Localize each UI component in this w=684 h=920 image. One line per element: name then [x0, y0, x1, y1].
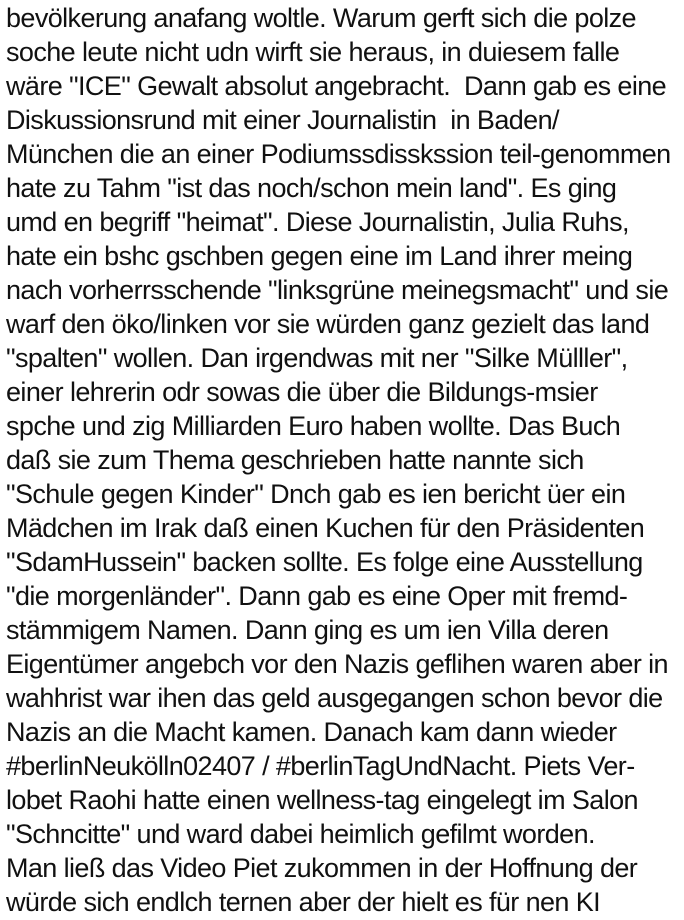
text-line: Diskussionsrund mit einer Journalistin in Baden/	[6, 105, 559, 135]
text-line: #berlinNeukölln02407 / #berlinTagUndNacht. Piets Ver-	[6, 751, 635, 781]
text-line: Nazis an die Macht kamen. Danach kam dann wieder	[6, 717, 617, 747]
text-line: spche und zig Milliarden Euro haben wollte. Das Buch	[6, 411, 621, 441]
text-line: lobet Raohi hatte einen wellness-tag eingelegt im Salon	[6, 785, 638, 815]
text-line: hate ein bshc gschben gegen eine im Land ihrer meing	[6, 241, 633, 271]
text-line: würde sich endlch ternen aber der hielt es für nen KI	[6, 887, 601, 917]
text-line: wäre "ICE" Gewalt absolut angebracht. Dann gab es eine	[6, 71, 667, 101]
text-line: "Schule gegen Kinder" Dnch gab es ien bericht üer ein	[6, 479, 626, 509]
text-line: einer lehrerin odr sowas die über die Bildungs-msier	[6, 377, 598, 407]
text-line: wahhrist war ihen das geld ausgegangen schon bevor die	[6, 683, 663, 713]
text-line: "Schncitte" und ward dabei heimlich gefilmt worden.	[6, 819, 595, 849]
text-line: München die an einer Podiumssdisskssion teil-genommen	[6, 139, 671, 169]
text-line: "die morgenländer". Dann gab es eine Oper mit fremd-	[6, 581, 628, 611]
text-line: hate zu Tahm "ist das noch/schon mein land". Es ging	[6, 173, 617, 203]
text-line: "SdamHussein" backen sollte. Es folge eine Ausstellung	[6, 547, 643, 577]
text-line: warf den öko/linken vor sie würden ganz gezielt das land	[6, 309, 650, 339]
text-line: bevölkerung anafang woltle. Warum gerft sich die polze	[6, 3, 636, 33]
text-line: daß sie zum Thema geschrieben hatte nannte sich	[6, 445, 584, 475]
text-line: umd en begriff "heimat". Diese Journalistin, Julia Ruhs,	[6, 207, 629, 237]
text-line: Eigentümer angebch vor den Nazis geflihen waren aber in	[6, 649, 668, 679]
text-line: Mädchen im Irak daß einen Kuchen für den Präsidenten	[6, 513, 645, 543]
text-body	[6, 1, 682, 919]
text-line: "spalten" wollen. Dan irgendwas mit ner "Silke Mülller",	[6, 343, 628, 373]
text-line: nach vorherrsschende "linksgrüne meinegsmacht" und sie	[6, 275, 669, 305]
text-line: Man ließ das Video Piet zukommen in der Hoffnung der	[6, 853, 638, 883]
text-line: soche leute nicht udn wirft sie heraus, in duiesem falle	[6, 37, 620, 67]
text-line: stämmigem Namen. Dann ging es um ien Villa deren	[6, 615, 609, 645]
